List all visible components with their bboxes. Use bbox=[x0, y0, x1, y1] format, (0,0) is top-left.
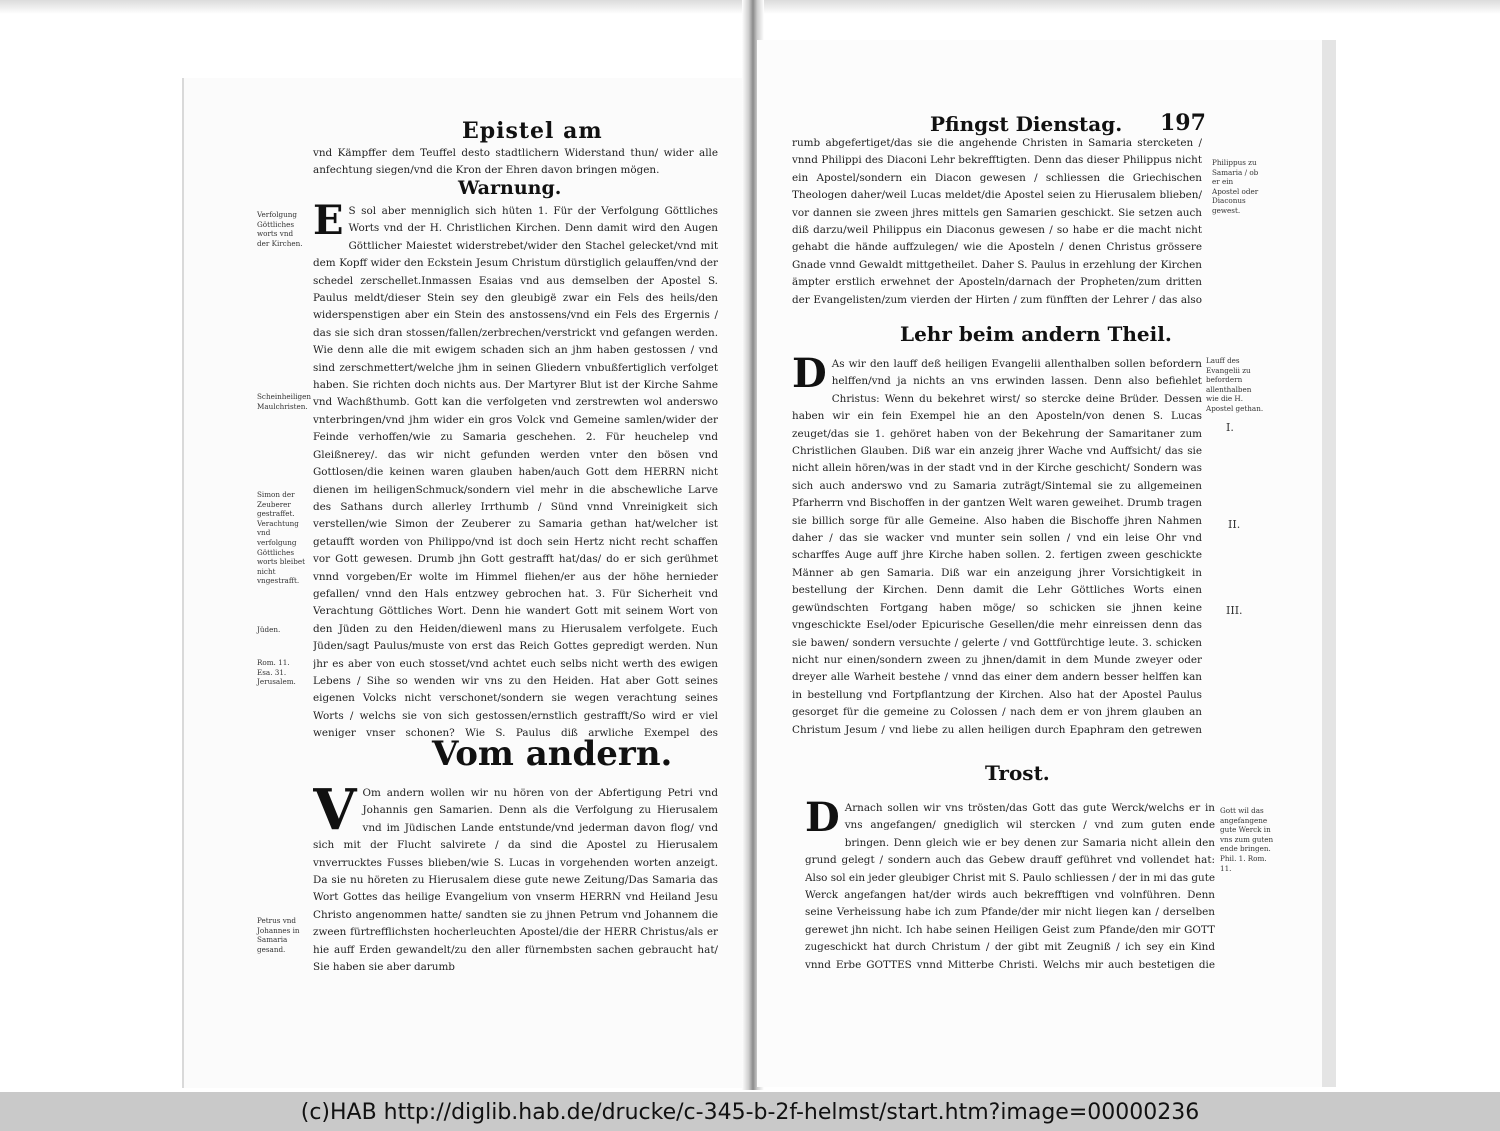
roman-numeral-one: I. bbox=[1226, 421, 1234, 434]
roman-numeral-two: II. bbox=[1228, 518, 1241, 531]
left-margin-note-jueden: Jüden. bbox=[257, 625, 281, 634]
page-number: 197 bbox=[1160, 110, 1206, 136]
vom-andern-paragraph: Om andern wollen wir nu hören von der Abfertigung Petri vnd Johannis gen Samarien. Denn als die Verfolgung zu Hierusalem vnd im Jüdischen Lande entstunde/vnd jederman davon flog/ vnd sich mit der Flucht salvirete / da sind die Apostel zu Hierusalem vnverrucktes Fusses blieben/wie S. Lucas in vorgehenden worten anzeigt. Da sie nu höreten zu Hierusalem diese gute newe Zeitung/Das Samaria das Wort Gottes das heilige Evangelium von vnserm HERRN vnd Heiland Jesu Christo angenommen hatte/ sandten sie zu jhnen Petrum vnd Johannem die zween fürtrefflichsten hocherleuchten Apostel/die der HERR Christus/als er hie auff Erden gewandelt/zu den aller fürnembsten sachen gebraucht hat/ Sie haben sie aber darumb bbox=[313, 787, 718, 974]
drop-initial-v: V bbox=[313, 785, 357, 843]
right-margin-note-gott-wil: Gott wil das angefangene gute Werck in vns zum guten ende bringen. Phil. 1. Rom. 11. bbox=[1220, 806, 1274, 873]
right-margin-note-philippus: Philippus zu Samaria / ob er ein Apostel oder Diaconus gewest. bbox=[1212, 158, 1259, 215]
left-margin-note-scheinheiligen: Scheinheiligen Maulchristen. bbox=[257, 392, 312, 411]
left-intro-text: vnd Kämpffer dem Teuffel desto stadtlichern Widerstand thun/ wider alle anfechtung siegen/vnd die Kron der Ehren davon bringen mögen. bbox=[313, 147, 718, 177]
left-section-warnung-text bbox=[313, 203, 718, 743]
left-margin-note-verfolgung: Verfolgung Göttliches worts vnd der Kirchen. bbox=[257, 210, 303, 248]
right-section-heading-lehr: Lehr beim andern Theil. bbox=[900, 322, 1172, 346]
right-margin-note-lauff: Lauff des Evangelii zu befordern allenthalben wie die H. Apostel gethan. bbox=[1206, 356, 1264, 413]
right-section-lehr-text bbox=[792, 356, 1202, 742]
lehr-paragraph: As wir den lauff deß heiligen Evangelii allenthalben sollen befordern helffen/vnd ja nichts an vns erwinden lassen. Denn also befiehlet Christus: Wenn du bekehret wirst/ so stercke deine Brüder. Dessen haben wir ein fein Exempel hie an den Aposteln/von denen S. Lucas zeuget/das sie 1. gehöret haben von der Bekehrung der Samaritaner zum Christlichen Glauben. Diß war ein anzeig jhrer Wache vnd Auffsicht/ das sie nicht allein hören/was in der stadt vnd in der Kirche geschicht/ Sondern was sich auch anderswo vnd zu Samaria zuträgt/Sintemal sie zu allgemeinen Pfarherrn vnd Bischoffen in der gantzen Welt waren geweihet. Drumb tragen sie billich sorge für alle Gemeine. Also haben die Bischoffe jhren Nahmen daher / das sie wacker vnd munter sein sollen / vnd ein leise Ohr vnd scharffes Auge auff jhre Kirche haben sollen. 2. fertigen zween geschickte Männer ab gen Samaria. Diß war ein anzeigung jhrer Vorsichtigkeit in bestellung der Kirchen. Denn damit die Lehr Göttliches Worts einen gewündschten Fortgang haben möge/ so schicken sie jhnen keine vngeschickte Esel/oder Epicurische Gesellen/die mehr einreissen denn das sie bawen/ sondern versuchte / gelerte / vnd Gottfürchtige leute. 3. schicken nicht nur einen/sondern zween zu jhnen/damit in dem Munde zweyer oder dreyer alle Warheit bestehe / vnnd das einer dem andern besser helffen kan in bestellung vnd Fortpflantzung der Kirchen. Also hat der Apostel Paulus gesorget für die gemeine zu Colossen / nach dem er von jhrem glauben an Christum Jesum / vnd liebe zu allen heiligen durch Epaphram den getrewen bbox=[792, 358, 1202, 736]
left-running-head: Epistel am bbox=[462, 118, 603, 144]
right-running-head: Pfingst Dienstag. bbox=[930, 112, 1123, 136]
trost-paragraph: Arnach sollen wir vns trösten/das Gott das gute Werck/welchs er in vns angefangen/ gnediglich wil stercken / vnd zum guten ende bringen. Denn gleich wie er bey denen zur Samaria nicht allein den grund gelegt / sondern auch das Gebew drauff geführet vnd vollendet hat: Also sol ein jeder gleubiger Christ mit S. Paulo schliessen / der in mi das gute Werck angefangen hat/der wirds auch bekrefftigen vnd volnführen. Denn seine Verheissung habe ich zum Pfande/der mir nicht liegen kan / derselben gerewet jhn nicht. Ich habe seinen Heiligen Geist zum Pfande/den mir GOTT zugeschickt hat durch Christum / der gibt mit Zeugniß / ich sey ein Kind vnnd Erbe GOTTES vnnd Mitterbe Christi. Welchs mir auch bestetigen die bbox=[805, 802, 1215, 971]
drop-initial-d: D bbox=[792, 356, 827, 397]
left-section-vom-andern-text bbox=[313, 785, 718, 975]
right-intro-text: rumb abgefertiget/das sie die angehende Christen in Samaria stercketen / vnnd Philippi des Diaconi Lehr bekrefftigten. Denn das dieser Philippus nicht ein Apostel/sondern ein Diacon gewesen / schliessen die Griechischen Theologen daher/weil Lucas meldet/die Apostel seien zu Hierusalem blieben/ vor dannen sie zween jhres mittels gen Samarien geschickt. Sie setzen auch diß darzu/weil Philippus ein Diaconus gewesen / so habe er die macht nicht gehabt die hände auffzulegen/ wie die Aposteln / denen Christus grössere Gnade vnnd Gewaldt mittgetheilet. Daher S. Paulus in erzehlung der Kirchen ämpter erstlich erwehnet der Aposteln/darnach der Propheten/zum dritten der Evangelisten/zum vierden der Hirten / zum fünfften der Lehrer / das also bbox=[792, 137, 1202, 306]
left-margin-note-rom: Rom. 11. Esa. 31. Jerusalem. bbox=[257, 658, 296, 687]
footer-copyright-url: (c)HAB http://diglib.hab.de/drucke/c-345-b-2f-helmst/start.htm?image=00000236 bbox=[300, 1100, 1200, 1125]
roman-numeral-three: III. bbox=[1226, 604, 1243, 617]
left-margin-note-simon: Simon der Zeuberer gestraffet. Verachtung vnd verfolgung Göttliches worts bleibet nicht vngestrafft. bbox=[257, 490, 305, 586]
drop-initial-e: E bbox=[313, 203, 344, 244]
right-section-trost-text bbox=[805, 800, 1215, 972]
left-section-heading-vom-andern: Vom andern. bbox=[432, 734, 673, 774]
right-section-heading-trost: Trost. bbox=[985, 761, 1050, 785]
drop-initial-d-trost: D bbox=[805, 800, 840, 841]
left-margin-note-petrus: Petrus vnd Johannes in Samaria gesand. bbox=[257, 916, 300, 954]
warnung-paragraph: S sol aber menniglich sich hüten 1. Für der Verfolgung Göttliches Worts vnd der H. Christlichen Kirchen. Denn damit wird den Augen Göttlicher Maiestet widerstrebet/wider den Stachel gelecket/vnd mit dem Kopff wider den Eckstein Jesum Christum dürstiglich gelauffen/vnd der schedel zerschellet.Inmassen Esaias vnd aus demselben der Apostel S. Paulus meldt/dieser Stein sey den gleubigë zwar ein Fels des heils/den widerspenstigen aber ein Stein des anstossens/vnd ein Fels des Ergernis / das sie sich dran stossen/fallen/zerbrechen/verstrickt vnd gefangen werden. Wie denn alle die mit ewigem schaden sich an jhm haben gestossen / vnd sind zerschmettert/welche jhm in seinen Gliedern vnbußfertiglich verfolget haben. Sie richten doch nichts aus. Der Martyrer Blut ist der Kirche Sahme vnd Wachßthumb. Gott kan die verfolgeten vnd zerstrewten wol anderswo vnterbringen/vnd jhm wider ein gros Volck vnd Gemeine samlen/wider der Feinde verhoffen/wie zu Samaria geschehen. 2. Für heuchelep vnd Gleißnerey/. das wir nicht gefunden werden vnter den bösen vnd Gottlosen/die keinen waren glauben haben/auch Gott dem HERRN nicht dienen im heiligenSchmuck/sondern viel mehr in die abschewliche Larve des Sathans durch allerley Irrthumb / Sünd vnnd Vnreinigkeit sich verstellen/wie Simon der Zeuberer zu Samaria gethan hat/welcher ist getaufft worden von Philippo/vnd ist doch sein Hertz nicht recht schaffen vor Gott gewesen. Drumb jhn Gott gestrafft hat/das/ do er sich gerühmet vnnd vorgeben/Er wolte im Himmel fliehen/er aus der höhe hernieder gefallen/ vnnd den Hals entzwey gebrochen hat. 3. Für Sicherheit vnd Verachtung Göttliches Wort. Denn hie wandert Gott mit seinem Wort von den Jüden zu den Heiden/diewenl mans zu Hierusalem verfolgete. Euch Jüden/sagt Paulus/muste von erst das Reich Gottes gepredigt werden. Nun jhr es aber von euch stosset/vnd achtet euch selbs nicht werth des ewigen Lebens / Sihe so wenden wir vns zu den Heiden. Hat aber Gott seines eigenen Volcks nicht verschonet/sondern sie wegen verachtung seines Worts / welchs sie von sich gestossen/ernstlich gestrafft/So wird er viel weniger vnser schonen? Wie S. Paulus diß arwliche Exempel des bbox=[313, 205, 718, 740]
left-section-heading-warnung: Warnung. bbox=[458, 177, 562, 199]
